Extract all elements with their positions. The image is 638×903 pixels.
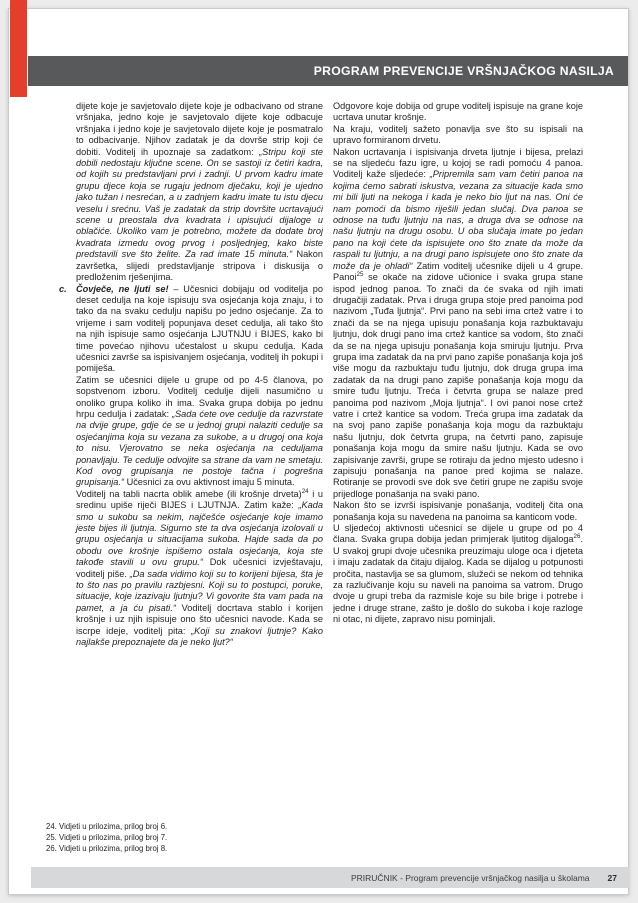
paragraph: Zatim se učesnici dijele u grupe od po 4-5 članova, po sopstvenom izboru. Voditelj cedulje dijeli nasumično u onoliko grupa koliko ih ima. Svaka grupa dobija po jednu hrpu cedulja i zadatak: „Sada ćete ove cedulje da razvrstate na dvije grupe, gdje će se u jednoj grupi nalaziti cedulje sa osjećanjima koja su vezana za sukobe, a u drugoj ona koja to nisu. Vjerovatno se neka osjećanja na ceduljama ponavljaju. Te cedulje odvojite sa strane da vam ne smetaju. Kod ovog grupisanja ne postoje tačna i pogrešna grupisanja.“ Učesnici za ovu aktivnost imaju 5 minuta. bbox=[76, 374, 323, 488]
paragraph: U sljedećoj aktivnosti učesnici se dijele u grupe od po 4 člana. Svaka grupa dobija jedan primjerak ljutitog dijaloga$^{26}$. U svakoj grupi dvoje učesnika preuzimaju uloge oca i djeteta i imaju zadatak da čitaju dijalog. Kada se dijalog u potpunosti pročita, nastavlja se sa glumom, služeći se nekom od tehnika za razlučivanje koju su naveli na panoima sa vatrom. Drugo dvoje u grupi treba da razmisle koje su bile brige i potrebe i jedne i druge strane, zašto je došlo do sukoba i koje razloge ni otac, ni dijete, zapravo nisu pominjali. bbox=[333, 523, 583, 625]
paragraph: dijete koje je savjetovalo dijete koje je odbacivano od strane vršnjaka, jedno koje je savjetovalo dijete koje odbacuje vršnjaka i jedno koje je savjetovalo dijete koje je posmatralo to odbacivanje. Njihov zadatak je da dovrše strip koji će dobiti. Voditelj ih upoznaje sa zadatkom: „Stripu koji ste dobili nedostaju ključne scene. On se sastoji iz četiri kadra, od kojih su predstavljani prvi i zadnji. U prvom kadru imate grupu djece koja se rugaju jednom dječaku, koji je ujedno jako tužan i nesrećan, a u zadnjem kadru imate tu istu djecu veselu i srećnu. Vaš je zadatak da strip dovršite ucrtavajući scene u preostala dva kvadrata i upisujući dijaloge u oblačiće. Ukoliko vam je potrebno, možete da dodate broj kvadrata izmedu ovog prvog i posljednjeg, kako biste predstavili sve što želite. Za rad imate 15 minuta.“ Nakon završetka, slijedi predstavljanje stripova i diskusija o predloženim rješenjima. bbox=[76, 101, 323, 283]
page-header-title: PROGRAM PREVENCIJE VRŠNJAČKOG NASILJA bbox=[313, 64, 614, 78]
right-column bbox=[333, 101, 583, 817]
list-item-c bbox=[46, 284, 323, 375]
footnote: 26. Vidjeti u prilozima, prilog broj 8. bbox=[46, 844, 168, 853]
page-footer-band bbox=[31, 867, 629, 888]
paragraph: Nakon ucrtavanja i ispisivanja drveta ljutnje i bijesa, prelazi se na sljedeću fazu igre, u kojoj se radi pomoću 4 panoa. Voditelj kaže sljedeće: „Pripremila sam vam četiri panoa na kojima ćemo sabrati iskustva, vezana za situacije kada smo mi bili ljuti na nekoga i kada je neko bio ljut na nas. Oni će nam pomoći da bismo riješili jedan slučaj. Dva panoa se odnose na tuđu ljutnju na nas, a druga dva se odnose na našu ljutnju na drugu osobu. U oba slučaja imate po jedan pano na koji ćete da ispisujete ono što znate da može da raspali tu ljutnju, a na drugi pano ispisujete ono što znate da može da je ohladi“ Zatim voditelj učesnike dijeli u 4 grupe. Panoi$^{25}$ se okače na zidove učionice i svaka grupa stane ispod jednog panoa. To znači da će svaka od njih imati drugačiji zadatak. Prva i druga grupa stoje pred panoima pod nazivom „Tuđa ljutnja“. Prvi pano na sebi ima crtež vatre i to znači da se na njega upisuju ponašanja koja razbuktavaju ljutnju, dok drugi pano ima crtež kantice sa vodom, što znači da se na njega upisuju ponašanja koja smiruju ljutnju. Prva grupa ima zadatak da na prvi pano zapiše ponašanja koja još više mogu da razbuktaju tuđu ljutnju, dok druga grupa ima zadatak da na drugi pano zapiše ponašanja koja mogu da smire tuđu ljutnju. Treća i četvrta grupa se nalaze pred panoima pod nazivom „Moja ljutnja“. I ovi panoi nose crtež vatre i crtež kantice sa vodom. Treća grupa ima zadatak da na svoj pano zapiše ponašanja koja mogu da razbuktaju našu ljutnju, dok četvrta grupa, na četvrti pano, zapisuje ponašanja koja mogu da smire našu ljutnju. Kada se ovo zapisivanje završi, grupe se rotiraju da jedno mjesto udesno i zapisuju ponašanja na panoe pred kojima se nalaze. Rotiranje se provodi sve dok sve četiri grupe ne zapišu svoje prijedloge ponašanja na svaki pano. bbox=[333, 146, 583, 499]
paragraph: Voditelj na tabli nacrta oblik amebe (ili krošnje drveta)$^{24}$ i u sredinu upiše riječi BIJES i LJUTNJA. Zatim kaže: „Kada smo u sukobu sa nekim, najčešće osjećanje koje imamo jeste bijes ili ljutnja. Sigurno ste ta dva osjećanja izolovali u grupu osjećanja u situacijama sukoba. Hajde sada da po obodu ove krošnje ispišemo ostala osjećanja, koja ste takođe stavili u ovu grupu.“ Dok učesnici izvještavaju, voditelj piše. „Da sada vidimo koji su to korijeni bijesa, šta je to što nas po pravilu razbjesni. Koji su to postupci, poruke, situacije, koje izazivaju ljutnju? Vi govorite šta vam pada na pamet, a ja ću pisati.“ Voditelj docrtava stablo i korijen krošnje i uz njih ispisuje ono što učesnici navode. Kada se iscrpe ideje, voditelj pita: „Koji su znakovi ljutnje? Kako najlakše prepoznajete da je neko ljut?“ bbox=[76, 487, 323, 648]
left-column bbox=[46, 101, 323, 817]
page-header-band bbox=[28, 56, 628, 86]
list-item-marker: c. bbox=[59, 283, 67, 294]
paragraph-text: Čovječe, ne ljuti se! – Učesnici dobijaju od voditelja po deset cedulja na koje ispisuju sva osjećanja koja znaju, i to tako da na svaku cedulju napišu po jedno osjećanje. Za to vrijeme i sam voditelj popunjava deset cedulja, ali tako što na njih ispisuje samo osjećanja LJUTNJU i BIJES, kako bi time povećao njihovu učestalost u skupu cedulja. Kada učesnici završe sa ispisivanjem osjećanja, voditelj ih pokupi i pomiješa. bbox=[76, 283, 323, 374]
footnote: 25. Vidjeti u prilozima, prilog broj 7. bbox=[46, 833, 168, 842]
paragraph: Odgovore koje dobija od grupe voditelj ispisuje na grane koje ucrtava unutar krošnje. bbox=[333, 101, 583, 123]
paragraph: Na kraju, voditelj sažeto ponavlja sve što su ispisali na upravo formiranom drvetu. bbox=[333, 123, 583, 146]
footnote: 24. Vidjeti u prilozima, prilog broj 6. bbox=[46, 822, 168, 831]
page-number: 27 bbox=[607, 872, 617, 883]
accent-red-bar bbox=[10, 0, 27, 97]
footer-title: PRIRUČNIK - Program prevencije vršnjačkog nasilja u školama bbox=[350, 872, 590, 883]
paragraph: Nakon što se izvrši ispisivanje ponašanja, voditelj čita ona ponašanja koja su navedena na panoima sa kanticom vode. bbox=[333, 500, 583, 522]
footnotes bbox=[46, 821, 167, 854]
document-page bbox=[8, 8, 629, 895]
